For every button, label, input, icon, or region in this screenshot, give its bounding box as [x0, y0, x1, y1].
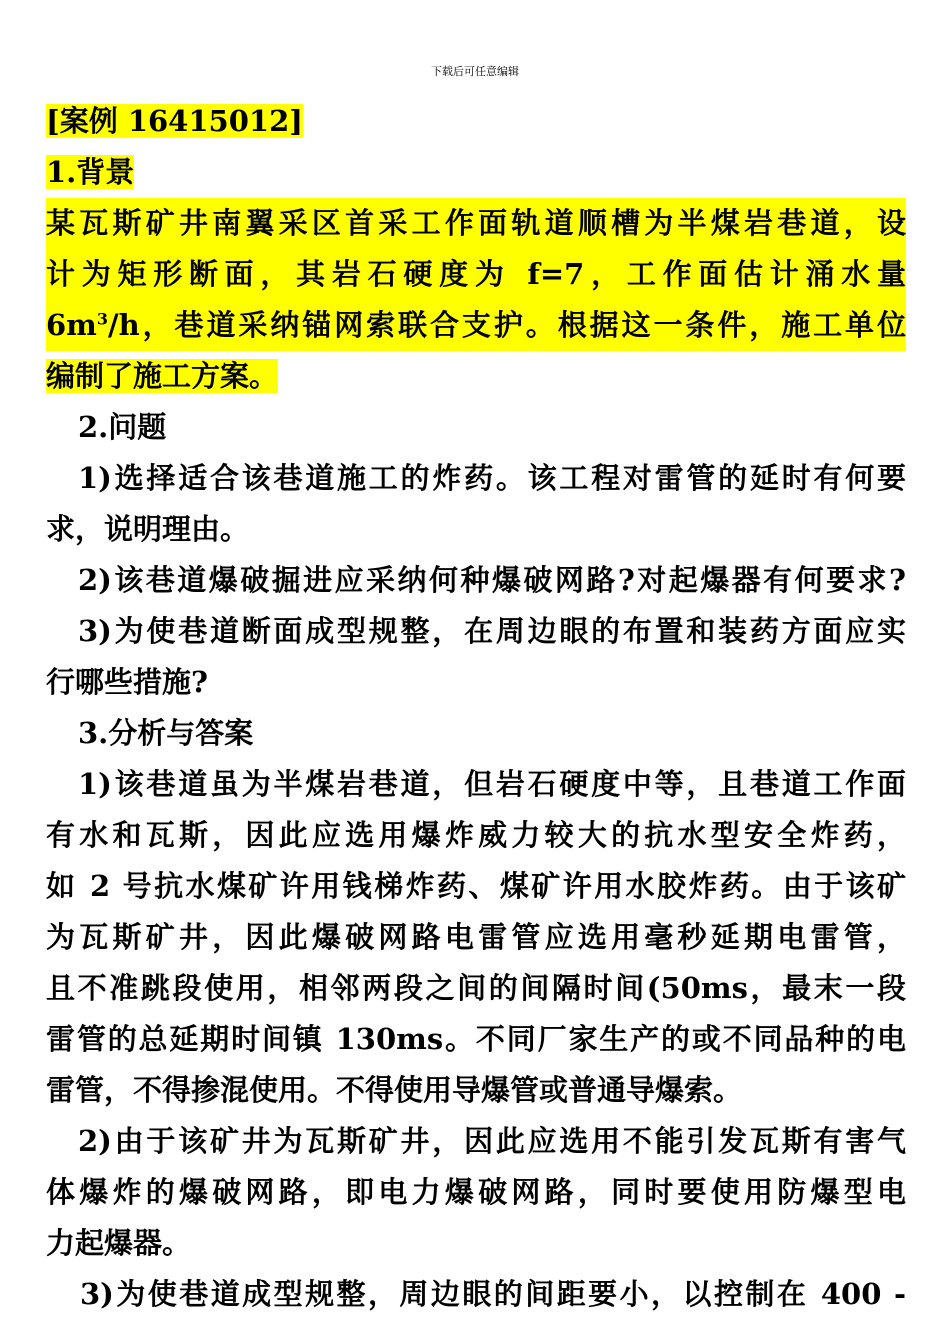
question-1-line-2: 求，说明理由。: [46, 512, 250, 546]
answer-1-line-4: 为瓦斯矿井，因此爆破网路电雷管应选用毫秒延期电雷管，: [46, 920, 906, 954]
answer-2-line-2: 体爆炸的爆破网路，即电力爆破网路，同时要使用防爆型电: [46, 1175, 906, 1209]
background-line-4-wrap: [46, 351, 906, 402]
background-line-3: [46, 300, 906, 351]
answer-1-line-5: 且不准跳段使用，相邻两段之间的间隔时间(50ms，最末一段: [46, 971, 906, 1005]
background-line-3-a: 6m: [46, 308, 97, 342]
case-id: [案例 16415012]: [46, 104, 303, 138]
case-id-line: [46, 96, 906, 147]
question-2-line-1: 2)该巷道爆破掘进应采纳何种爆破网路?对起爆器有何要求?: [78, 563, 906, 597]
question-3-line-2: 行哪些措施?: [46, 665, 208, 699]
background-line-4: 编制了施工方案。: [46, 359, 279, 393]
answer-1-line-2: 有水和瓦斯，因此应选用爆炸威力较大的抗水型安全炸药，: [46, 818, 906, 852]
section-title-answers: 3.分析与答案: [78, 716, 254, 750]
section-title-background: 1.背景: [46, 155, 135, 189]
background-line-3-sup: 3: [96, 309, 109, 329]
answer-1-line-3: 如 2 号抗水煤矿许用钱梯炸药、煤矿许用水胶炸药。由于该矿: [46, 869, 906, 903]
answer-1-line-6: 雷管的总延期时间镇 130ms。不同厂家生产的或不同品种的电: [46, 1022, 906, 1056]
background-line-3-b: /h，巷道采纳锚网索联合支护。根据这一条件，施工单位: [108, 308, 906, 342]
header-note: 下载后可任意编辑: [431, 65, 519, 78]
section-title-questions: 2.问题: [78, 410, 167, 444]
answer-1-line-7: 雷管，不得掺混使用。不得使用导爆管或普通导爆索。: [46, 1073, 743, 1107]
background-line-2: 计为矩形断面，其岩石硬度为 f=7，工作面估计涌水量: [46, 257, 906, 291]
background-paragraph: [46, 198, 906, 351]
answer-2-line-3: 力起爆器。: [46, 1226, 192, 1260]
answer-1-line-1: 1)该巷道虽为半煤岩巷道，但岩石硬度中等，且巷道工作面: [78, 767, 906, 801]
background-line-1: 某瓦斯矿井南翼采区首采工作面轨道顺槽为半煤岩巷道，设: [46, 206, 906, 240]
answer-3-line-1: 3)为使巷道成型规整，周边眼的间距要小，以控制在 400 -: [80, 1277, 906, 1311]
question-1-line-1: 1)选择适合该巷道施工的炸药。该工程对雷管的延时有何要: [78, 461, 906, 495]
section-title-background-line: [46, 147, 906, 198]
answer-2-line-1: 2)由于该矿井为瓦斯矿井，因此应选用不能引发瓦斯有害气: [78, 1124, 906, 1158]
document-body: [46, 96, 906, 1320]
question-3-line-1: 3)为使巷道断面成型规整，在周边眼的布置和装药方面应实: [78, 614, 906, 648]
